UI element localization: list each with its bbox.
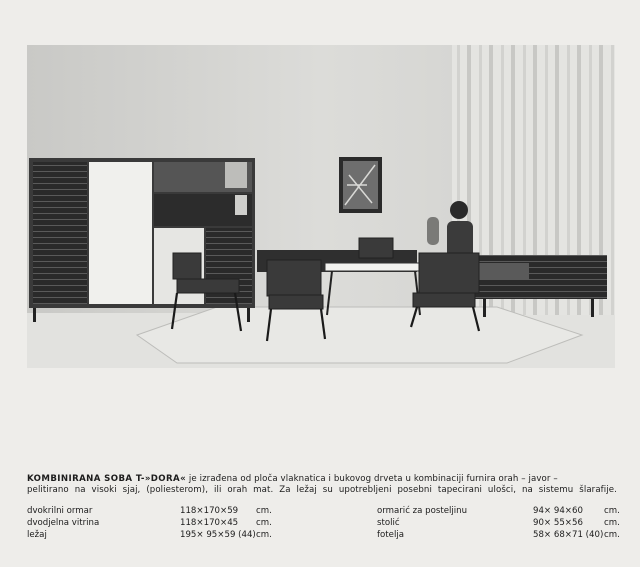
- spec-row: [377, 517, 620, 529]
- spec-dimensions: 58× 68×71 (40): [533, 530, 604, 540]
- spec-row: [27, 529, 287, 541]
- spec-list-left: [27, 505, 287, 541]
- spec-dimensions: 195× 95×59 (44): [180, 530, 256, 540]
- spec-unit: cm.: [604, 518, 620, 528]
- spec-unit: cm.: [604, 530, 620, 540]
- spec-dimensions: 118×170×45: [180, 518, 239, 528]
- spec-unit: cm.: [604, 506, 620, 516]
- spec-name: ležaj: [27, 530, 47, 540]
- spec-row: [377, 505, 620, 517]
- spec-row: [377, 529, 620, 541]
- description-line-1: je izrađena od ploča vlaknatica i bukovog drveta u kombinaciji furnira orah – javor –: [186, 474, 558, 484]
- spec-unit: cm.: [256, 518, 272, 528]
- description-line-2: pelitirano na visoki sjaj, (poliesterom), ili orah mat. Za ležaj su upotrebljeni posebni tapecirani ulošci, na sistemu šlarafije.: [27, 485, 617, 495]
- spec-dimensions: 118×170×59: [180, 506, 239, 516]
- spec-dimensions: 90× 55×56: [533, 518, 583, 528]
- spec-list-right: [377, 505, 620, 541]
- spec-name: dvodjelna vitrina: [27, 518, 100, 528]
- spec-name: dvokrilni ormar: [27, 506, 93, 516]
- spec-row: [27, 517, 287, 529]
- spec-name: stolić: [377, 518, 400, 528]
- spec-name: ormarić za posteljinu: [377, 506, 468, 516]
- spec-dimensions: 94× 94×60: [533, 506, 583, 516]
- room-photograph: [27, 45, 615, 368]
- spec-name: fotelja: [377, 530, 404, 540]
- description-text: [27, 474, 617, 496]
- spec-row: [27, 505, 287, 517]
- wall-unit: [29, 158, 255, 322]
- product-title: KOMBINIRANA SOBA T-»DORA«: [27, 474, 187, 484]
- spec-unit: cm.: [256, 530, 272, 540]
- spec-unit: cm.: [256, 506, 272, 516]
